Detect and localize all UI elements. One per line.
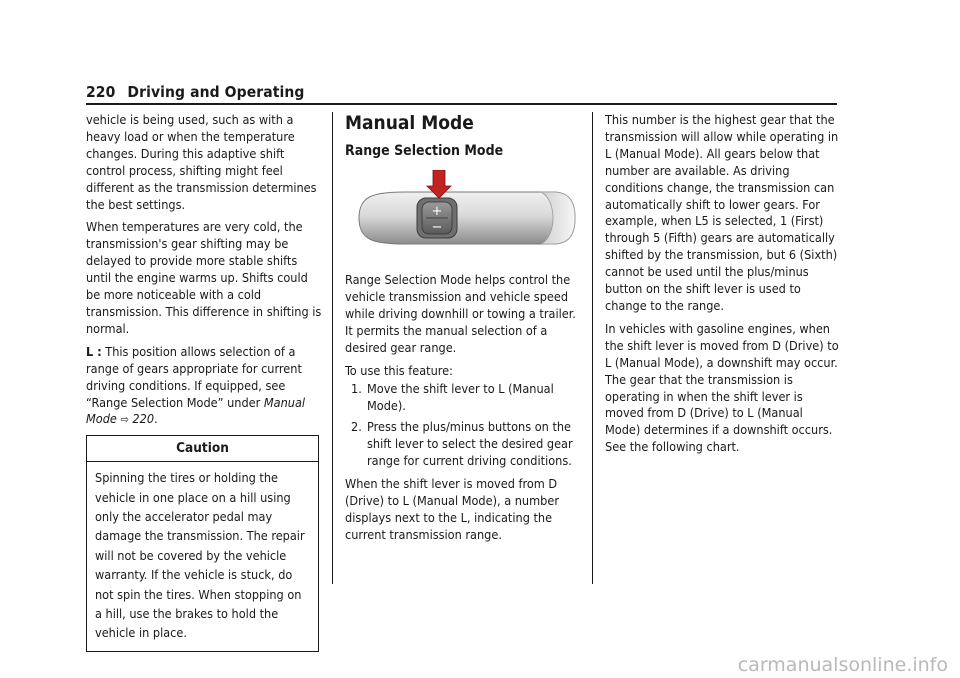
page-number: 220 [86,83,116,101]
paragraph: vehicle is being used, such as with a heavy load or when the temperature changes. During this adaptive shift control process, shifting might feel different as the transmission determines the best settings. [86,112,317,212]
list-item: 2. Press the plus/minus buttons on the shift lever to select the desired gear range for current driving conditions. [351,419,573,469]
minus-icon: − [431,220,443,235]
paragraph: This number is the highest gear that the transmission will allow while operating in L (Manual Mode). All gears below that number are available. As driving conditions change, the transmission can automatically shift to lower gears. For example, when L5 is selected, 1 (First) through 5 (Fifth) gears are automatically shifted by the transmission, but 6 (Sixth) cannot be used until the plus/minus button on the shift lever is used to change to the range. [605,112,839,313]
cross-reference-link[interactable]: Manual Mode [86,394,306,427]
list-item: 1. Move the shift lever to L (Manual Mode). [351,381,554,414]
plus-icon: + [431,204,443,219]
paragraph: When temperatures are very cold, the transmission's gear shifting may be delayed to provide more stable shifts until the engine warms up. Shifts could be more noticeable with a cold transmission. This difference in shifting is normal. [86,219,322,336]
page-header [86,83,305,101]
paragraph: When the shift lever is moved from D (Drive) to L (Manual Mode), a number displays next to the L, indicating the current transmission range. [345,475,559,542]
l-label: L : [86,343,102,359]
column-divider [332,112,333,584]
cross-reference-arrow-icon: ⇨ [120,413,129,427]
column-divider [592,112,593,584]
header-rule [86,103,837,105]
caution-box [86,435,319,652]
paragraph: To use this feature: [345,362,453,378]
column-left [86,112,322,652]
column-middle [345,112,581,550]
caution-body: Spinning the tires or holding the vehicle in one place on a hill using only the accelerator pedal may damage the transmission. The repair will not be covered by the vehicle warranty. If the vehicle is stuck, do not spin the tires. When stopping on a hill, use the brakes to hold the vehicle in place. [95,470,305,641]
shift-lever-illustration [345,170,585,266]
steps-list [345,381,581,470]
paragraph: In vehicles with gasoline engines, when the shift lever is moved from D (Drive) to L (Manual Mode), a downshift may occur. The gear that the transmission is operating in when the shift lever is moved from D (Drive) to L (Manual Mode) determines if a downshift occurs. See the following chart. [605,320,839,455]
shift-lever-figure [345,170,585,266]
watermark: carmanualsonline.info [737,654,948,676]
column-right [605,112,841,462]
paragraph: Range Selection Mode helps control the vehicle transmission and vehicle speed while driving downhill or towing a trailer. It permits the manual selection of a desired gear range. [345,272,576,355]
section-heading: Manual Mode [345,112,474,134]
section-title: Driving and Operating [127,83,305,101]
subsection-heading: Range Selection Mode [345,143,504,159]
paragraph-l-position: L : This position allows selection of a range of gears appropriate for current driving conditions. If equipped, see “Range Selection Mode” under Manual Mode ⇨ 220. [86,343,306,427]
caution-title: Caution [87,436,318,462]
cross-reference-page[interactable]: 220 [132,411,155,427]
